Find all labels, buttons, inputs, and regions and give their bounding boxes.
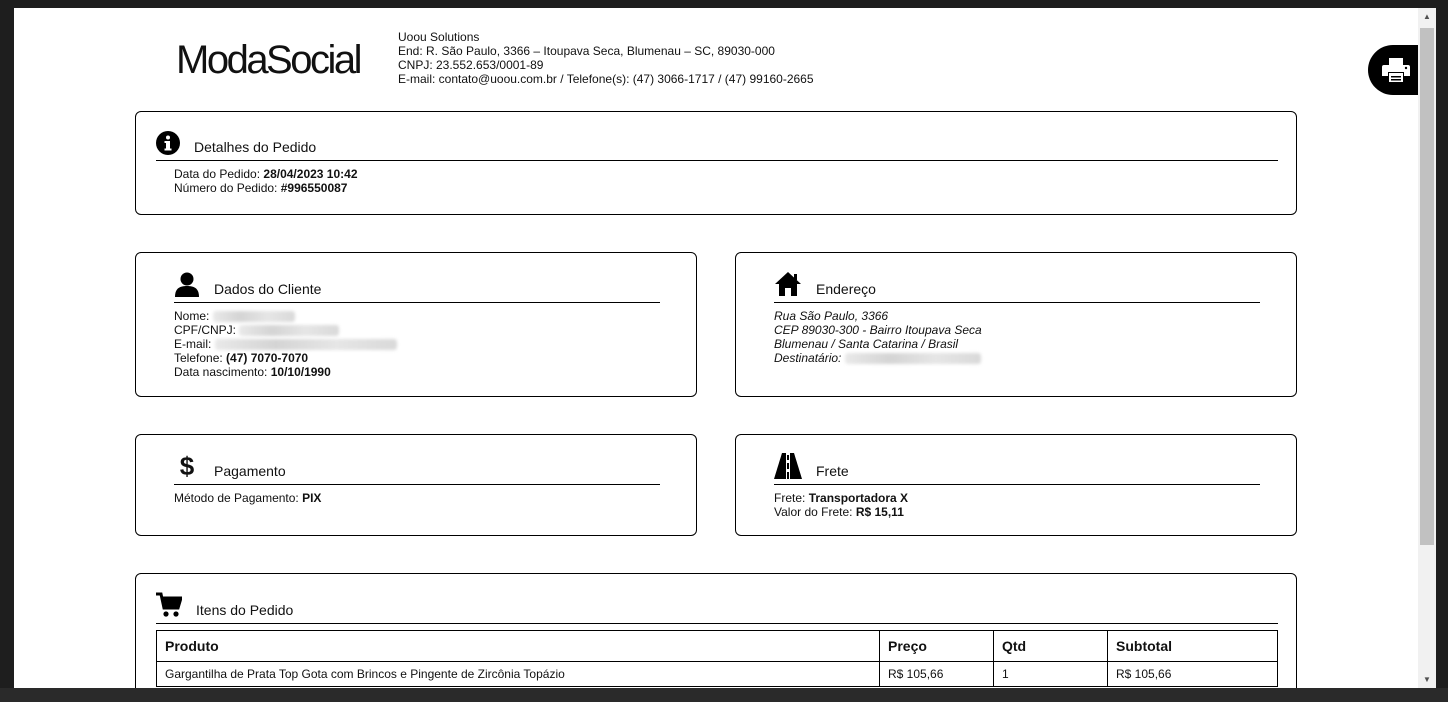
company-name: Uoou Solutions: [398, 30, 480, 44]
backdrop-bottom: [0, 688, 1448, 702]
col-price: Preço: [880, 631, 994, 662]
order-details-body: [174, 167, 358, 195]
client-header: [174, 271, 660, 303]
address-street: Rua São Paulo, 3366: [774, 309, 889, 323]
items-card: [135, 573, 1297, 688]
client-email-redacted: [215, 339, 397, 350]
order-date-value: 28/04/2023 10:42: [263, 167, 358, 181]
address-card: [735, 252, 1297, 397]
scroll-down-arrow-icon[interactable]: ▼: [1423, 675, 1431, 684]
client-birth-label: Data nascimento:: [174, 365, 271, 379]
order-number-value: #996550087: [280, 181, 348, 195]
cell-qty: 1: [994, 662, 1108, 687]
col-product: Produto: [157, 631, 880, 662]
client-email-label: E-mail:: [174, 337, 215, 351]
shipping-body: [774, 491, 908, 519]
company-address: End: R. São Paulo, 3366 – Itoupava Seca, Blumenau – SC, 89030-000: [398, 44, 775, 58]
items-table-header-row: [157, 631, 1278, 662]
client-cpf-redacted: [239, 325, 339, 336]
payment-method-label: Método de Pagamento:: [174, 491, 303, 505]
items-header: [156, 592, 1278, 624]
info-icon: [156, 131, 180, 155]
payment-card: [135, 434, 697, 536]
address-header: [774, 271, 1260, 303]
items-title: Itens do Pedido: [196, 602, 294, 618]
client-birth-value: 10/10/1990: [270, 365, 331, 379]
table-row: [157, 662, 1278, 687]
client-phone-label: Telefone:: [174, 351, 227, 365]
cell-product: Gargantilha de Prata Top Gota com Brincos e Pingente de Zircônia Topázio: [157, 662, 880, 687]
items-table: [156, 630, 1278, 687]
col-qty: Qtd: [994, 631, 1108, 662]
order-details-title: Detalhes do Pedido: [194, 139, 317, 155]
shipping-header: [774, 453, 1260, 485]
order-number-label: Número do Pedido:: [174, 181, 281, 195]
road-icon: [774, 453, 802, 479]
company-contact: E-mail: contato@uoou.com.br / Telefone(s): (47) 3066-1717 / (47) 99160-2665: [398, 72, 814, 86]
order-details-card: [135, 111, 1297, 215]
backdrop-right: [1436, 8, 1448, 688]
shipping-card: [735, 434, 1297, 536]
address-body: [774, 309, 982, 365]
shipping-carrier-label: Frete:: [774, 491, 809, 505]
cart-icon: [156, 592, 182, 618]
vertical-scrollbar[interactable]: [1418, 8, 1436, 688]
dollar-icon: $: [179, 451, 195, 481]
cell-subtotal: R$ 105,66: [1108, 662, 1278, 687]
print-preview-page: [14, 8, 1418, 688]
scroll-up-arrow-icon[interactable]: ▲: [1423, 12, 1431, 21]
payment-method-value: PIX: [302, 491, 322, 505]
payment-header: [174, 453, 660, 485]
company-info: [398, 30, 814, 86]
col-subtotal: Subtotal: [1108, 631, 1278, 662]
client-name-redacted: [213, 311, 295, 322]
shipping-carrier-value: Transportadora X: [808, 491, 909, 505]
payment-title: Pagamento: [214, 463, 286, 479]
order-date-label: Data do Pedido:: [174, 167, 264, 181]
address-recipient-redacted: [845, 353, 981, 364]
shipping-title: Frete: [816, 463, 849, 479]
order-details-header: [156, 130, 1278, 161]
user-icon: [174, 271, 200, 297]
client-cpf-label: CPF/CNPJ:: [174, 323, 240, 337]
shipping-value-label: Valor do Frete:: [774, 505, 856, 519]
client-name-label: Nome:: [174, 309, 213, 323]
address-cep: CEP 89030-300 - Bairro Itoupava Seca: [774, 323, 982, 337]
home-icon: [774, 271, 802, 297]
brand-logo: ModaSocial: [176, 38, 361, 82]
scrollbar-thumb[interactable]: [1420, 28, 1434, 545]
client-title: Dados do Cliente: [214, 281, 322, 297]
address-city: Blumenau / Santa Catarina / Brasil: [774, 337, 959, 351]
payment-body: [174, 491, 321, 505]
address-recipient-label: Destinatário:: [774, 351, 845, 365]
client-phone-value: (47) 7070-7070: [226, 351, 309, 365]
shipping-value-value: R$ 15,11: [855, 505, 904, 519]
client-body: [174, 309, 397, 379]
client-card: [135, 252, 697, 397]
print-icon: [1382, 57, 1410, 83]
cell-price: R$ 105,66: [880, 662, 994, 687]
address-title: Endereço: [816, 281, 876, 297]
company-cnpj: CNPJ: 23.552.653/0001-89: [398, 58, 544, 72]
